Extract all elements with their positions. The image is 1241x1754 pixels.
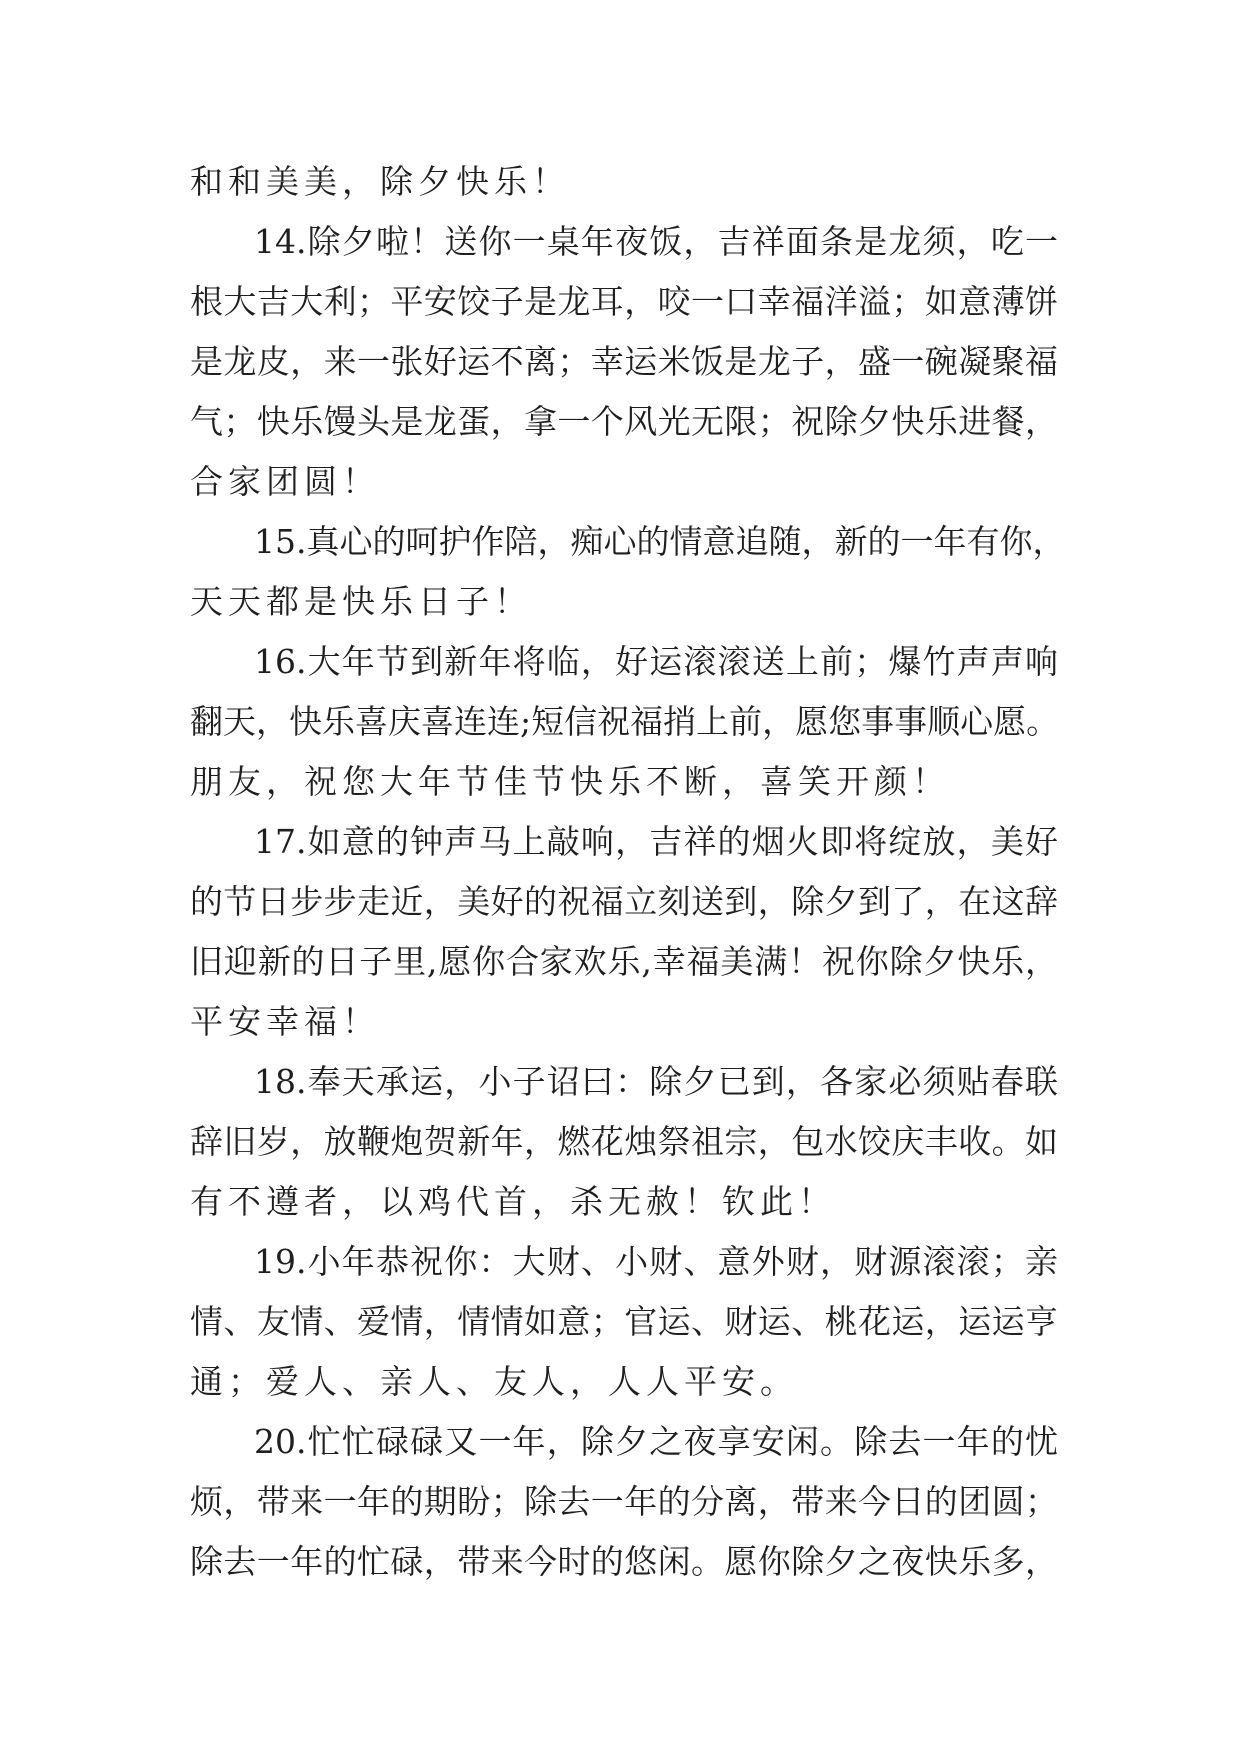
text-line: 15.真心的呵护作陪，痴心的情意追随，新的一年有你，: [254, 522, 1066, 561]
text-line: 20.忙忙碌碌又一年，除夕之夜享安闲。除去一年的忧: [254, 1422, 1058, 1461]
text-line: 烦，带来一年的期盼；除去一年的分离，带来今日的团圆；: [190, 1482, 1058, 1521]
paragraph-16: [190, 632, 1058, 812]
document-body: [190, 152, 1066, 1592]
text-line: 18.奉天承运，小子诏曰：除夕已到，各家必须贴春联: [254, 1062, 1058, 1101]
text-line: 除去一年的忙碌，带来今时的悠闲。愿你除夕之夜快乐多，: [190, 1542, 1058, 1581]
text-line: 通；爱人、亲人、友人，人人平安。: [190, 1362, 798, 1401]
text-line: 的节日步步走近，美好的祝福立刻送到，除夕到了，在这辞: [190, 882, 1058, 921]
paragraph-18: [190, 1052, 1058, 1232]
text-line: 合家团圆！: [190, 462, 380, 501]
paragraph-20: [190, 1412, 1058, 1592]
paragraph-19: [190, 1232, 1058, 1412]
text-line: 有不遵者，以鸡代首，杀无赦！钦此！: [190, 1182, 836, 1221]
text-line: 朋友，祝您大年节佳节快乐不断，喜笑开颜！: [190, 762, 950, 801]
text-line: 气；快乐馒头是龙蛋，拿一个风光无限；祝除夕快乐进餐，: [190, 402, 1058, 441]
text-line: 天天都是快乐日子！: [190, 582, 532, 621]
text-line: 根大吉大利；平安饺子是龙耳，咬一口幸福洋溢；如意薄饼: [190, 282, 1058, 321]
text-line: 旧迎新的日子里,愿你合家欢乐,幸福美满！祝你除夕快乐，: [190, 942, 1058, 981]
text-line: 和和美美，除夕快乐！: [190, 162, 570, 201]
paragraph-15: [190, 512, 1066, 632]
text-line: 17.如意的钟声马上敲响，吉祥的烟火即将绽放，美好: [254, 822, 1058, 861]
text-line: 平安幸福！: [190, 1002, 380, 1041]
text-line: 辞旧岁，放鞭炮贺新年，燃花烛祭祖宗，包水饺庆丰收。如: [190, 1122, 1058, 1161]
text-line: 14.除夕啦！送你一桌年夜饭，吉祥面条是龙须，吃一: [254, 222, 1058, 261]
text-line: 情、友情、爱情，情情如意；官运、财运、桃花运，运运亨: [190, 1302, 1058, 1341]
text-line: 16.大年节到新年将临，好运滚滚送上前；爆竹声声响: [254, 642, 1058, 681]
text-line: 是龙皮，来一张好运不离；幸运米饭是龙子，盛一碗凝聚福: [190, 342, 1058, 381]
paragraph-14: [190, 212, 1058, 512]
text-line: 翻天，快乐喜庆喜连连;短信祝福捎上前，愿您事事顺心愿。: [190, 702, 1060, 741]
text-line: 19.小年恭祝你：大财、小财、意外财，财源滚滚；亲: [254, 1242, 1058, 1281]
paragraph-continuation: [190, 152, 1058, 212]
paragraph-17: [190, 812, 1058, 1052]
